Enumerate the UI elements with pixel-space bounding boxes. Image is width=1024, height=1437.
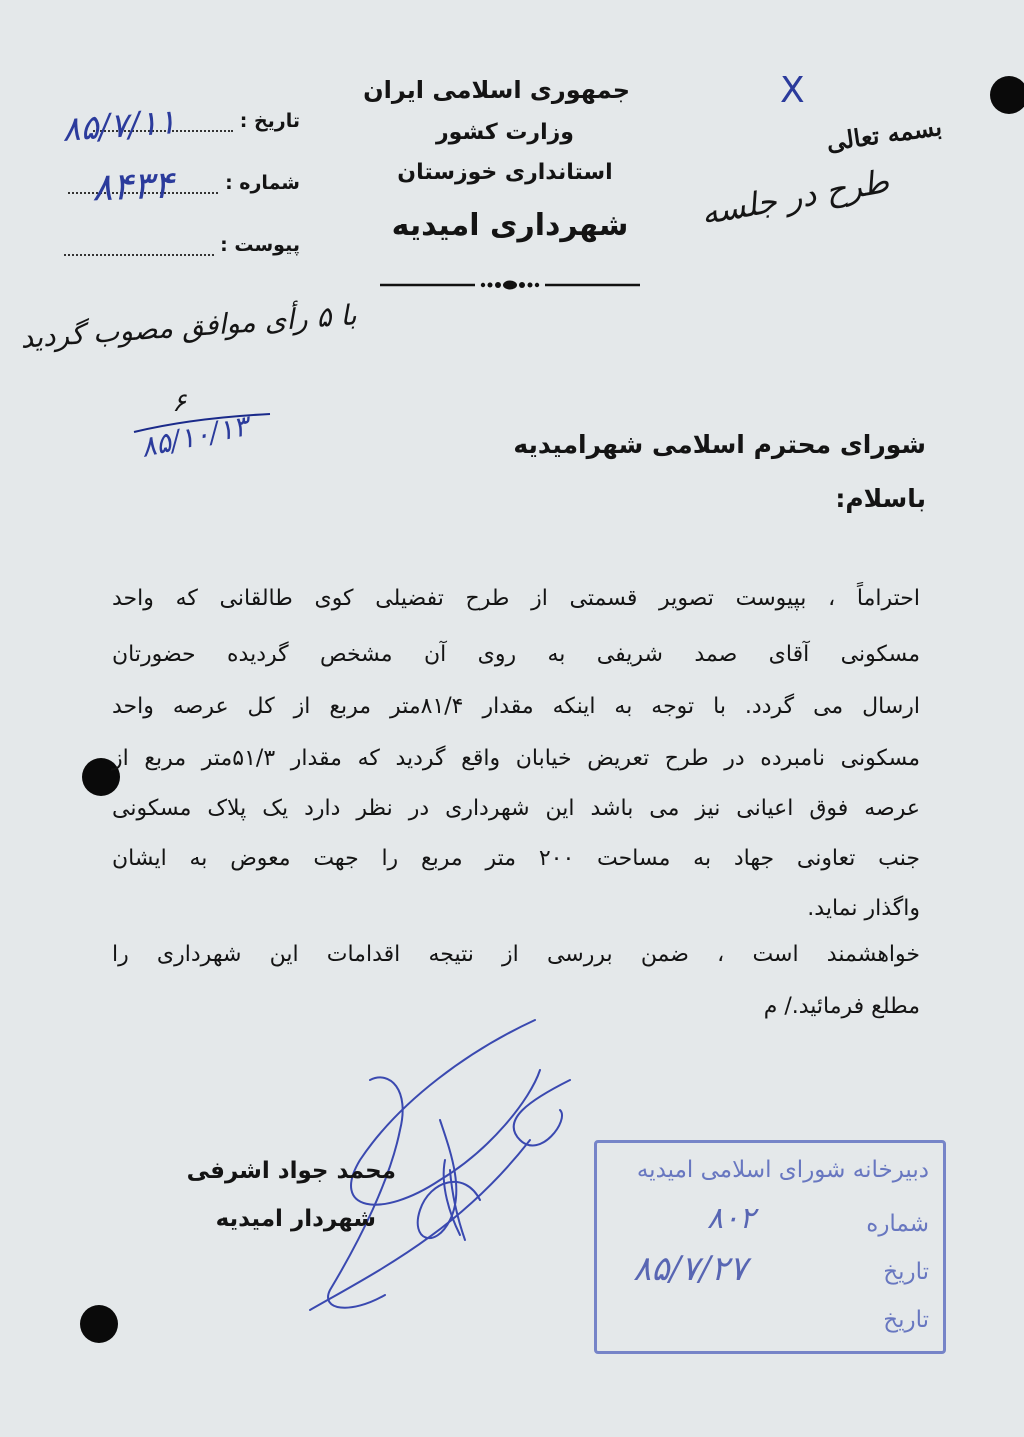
punch-hole-top <box>990 76 1024 114</box>
letterhead-governorate: استانداری خوزستان <box>397 160 613 185</box>
stamp-attach-label: تاریخ <box>883 1307 929 1333</box>
council-note-number: ۶ <box>172 388 186 418</box>
body-line: احتراماً ، بپیوست تصویر قسمتی از طرح تفضیلی کوی طالقانی که واحد <box>112 586 920 611</box>
punch-hole-bottom <box>80 1305 118 1343</box>
stamp-number-label: شماره <box>866 1211 929 1237</box>
letterhead-republic: جمهوری اسلامی ایران <box>363 76 630 104</box>
stamp-title: دبیرخانه شورای اسلامی امیدیه <box>636 1157 929 1183</box>
body-line: خواهشمند است ، ضمن بررسی از نتیجه اقدامات این شهرداری را <box>112 942 920 967</box>
number-label: شماره : <box>225 172 300 194</box>
stamp-date-value: ۸۵/۷/۲۷ <box>633 1249 748 1289</box>
attachment-field <box>70 234 300 256</box>
date-label: تاریخ : <box>239 110 300 132</box>
body-line: جنب تعاونی جهاد به مساحت ۲۰۰ متر مربع را جهت معوض به ایشان <box>112 846 920 871</box>
signer-name: محمد جواد اشرفی <box>186 1158 396 1184</box>
letterhead-ministry: وزارت کشور <box>436 120 574 145</box>
body-line: عرصه فوق اعیانی نیز می باشد این شهرداری در نظر دارد یک پلاک مسکونی <box>112 796 920 821</box>
council-approval-note: با ۵ رأی موافق مصوب گردید <box>19 298 358 355</box>
stamp-number-value: ۸۰۲ <box>707 1201 756 1236</box>
letterhead-ornament <box>380 270 640 300</box>
council-note-date: ۸۵/۱۰/۱۳ <box>137 409 252 464</box>
body-line: مسکونی آقای صمد شریفی به روی آن مشخص گردیده حضورتان <box>112 642 920 667</box>
body-line: واگذار نماید. <box>807 896 920 921</box>
top-right-note: طرح در جلسه <box>698 161 892 233</box>
body-line: مسکونی نامبرده در طرح تعریض خیابان واقع گردید که مقدار ۵۱/۳متر مربع از <box>112 746 920 771</box>
secretariat-stamp <box>594 1140 946 1354</box>
letterhead-municipality: شهرداری امیدیه <box>391 208 629 243</box>
date-handwritten: ۸۵/۷/۱۱ <box>60 102 178 150</box>
number-handwritten: ۸۴۳۴ <box>91 162 175 210</box>
greeting: باسلام: <box>835 484 926 513</box>
body-line: ارسال می گردد. با توجه به اینکه مقدار ۸۱/۴متر مربع از کل عرصه واحد <box>112 694 921 719</box>
addressee: شورای محترم اسلامی شهرامیدیه <box>513 430 926 459</box>
attachment-label: پیوست : <box>220 234 300 256</box>
stamp-date-label: تاریخ <box>883 1259 929 1285</box>
x-mark: X <box>780 70 805 111</box>
attachment-dots <box>64 236 214 256</box>
body-line: مطلع فرمائید./ م <box>763 994 920 1019</box>
signer-title: شهردار امیدیه <box>215 1206 376 1232</box>
bismillah-logo: بسمه تعالی <box>824 111 944 157</box>
